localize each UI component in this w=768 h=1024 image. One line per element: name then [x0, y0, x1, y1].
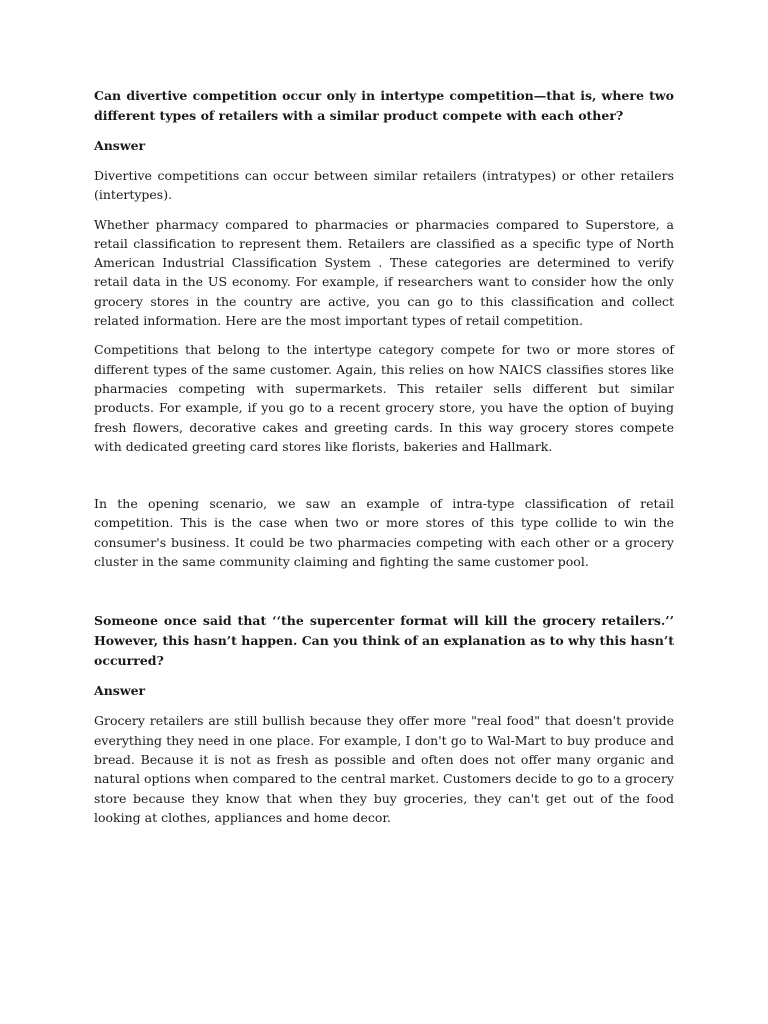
question-2: Someone once said that ‘‘the supercenter format will kill the grocery retailers.’’ However, this hasn’t happen. Can you think of an explanation as to why this hasn’t occurred? — [94, 613, 674, 669]
spacer — [94, 581, 674, 611]
answer-2-label: Answer — [94, 683, 146, 699]
answer-1-label: Answer — [94, 138, 146, 153]
question-1: Can divertive competition occur only in intertype competition—that is, where two different types of retailers with a similar product compete with each other? — [94, 88, 674, 123]
answer-1-paragraph-3: Competitions that belong to the intertype category compete for two or more stores of different types of the same customer. Again, this relies on how NAICS classifies stores like pharmacies competing with supermarkets. This retailer sells different but similar products. For example, if you go to a recent grocery store, you have the option of buying fresh flowers, decorative cakes and greeting cards. In this way grocery stores compete with dedicated greeting card stores like florists, bakeries and Hallmark. — [94, 342, 674, 454]
spacer — [94, 466, 674, 494]
answer-2-paragraph-1: Grocery retailers are still bullish because they offer more "real food" that doesn't provide everything they need in one place. For example, I don't go to Wal-Mart to buy produce and bread. Because it is not as fresh as possible and often does not offer many organic and natural options when compared to the central market. Customers decide to go to a grocery store because they know that when they buy groceries, they can't get out of the food looking at clothes, appliances and home decor. — [94, 713, 674, 825]
answer-1-paragraph-4: In the opening scenario, we saw an example of intra-type classification of retail competition. This is the case when two or more stores of this type collide to win the consumer's business. It could be two pharmacies competing with each other or a grocery cluster in the same community claiming and fighting the same customer pool. — [94, 496, 674, 570]
answer-1-paragraph-2: Whether pharmacy compared to pharmacies or pharmacies compared to Superstore, a retail classification to represent them. Retailers are classified as a specific type of North American Industrial Classification System . These categories are determined to verify retail data in the US economy. For example, if researchers want to consider how the only grocery stores in the country are active, you can go to this classification and collect related information. Here are the most important types of retail competition. — [94, 216, 674, 329]
answer-1-paragraph-1: Divertive competitions can occur between similar retailers (intratypes) or other retailers (intertypes). — [94, 168, 674, 203]
document-page — [94, 86, 674, 837]
